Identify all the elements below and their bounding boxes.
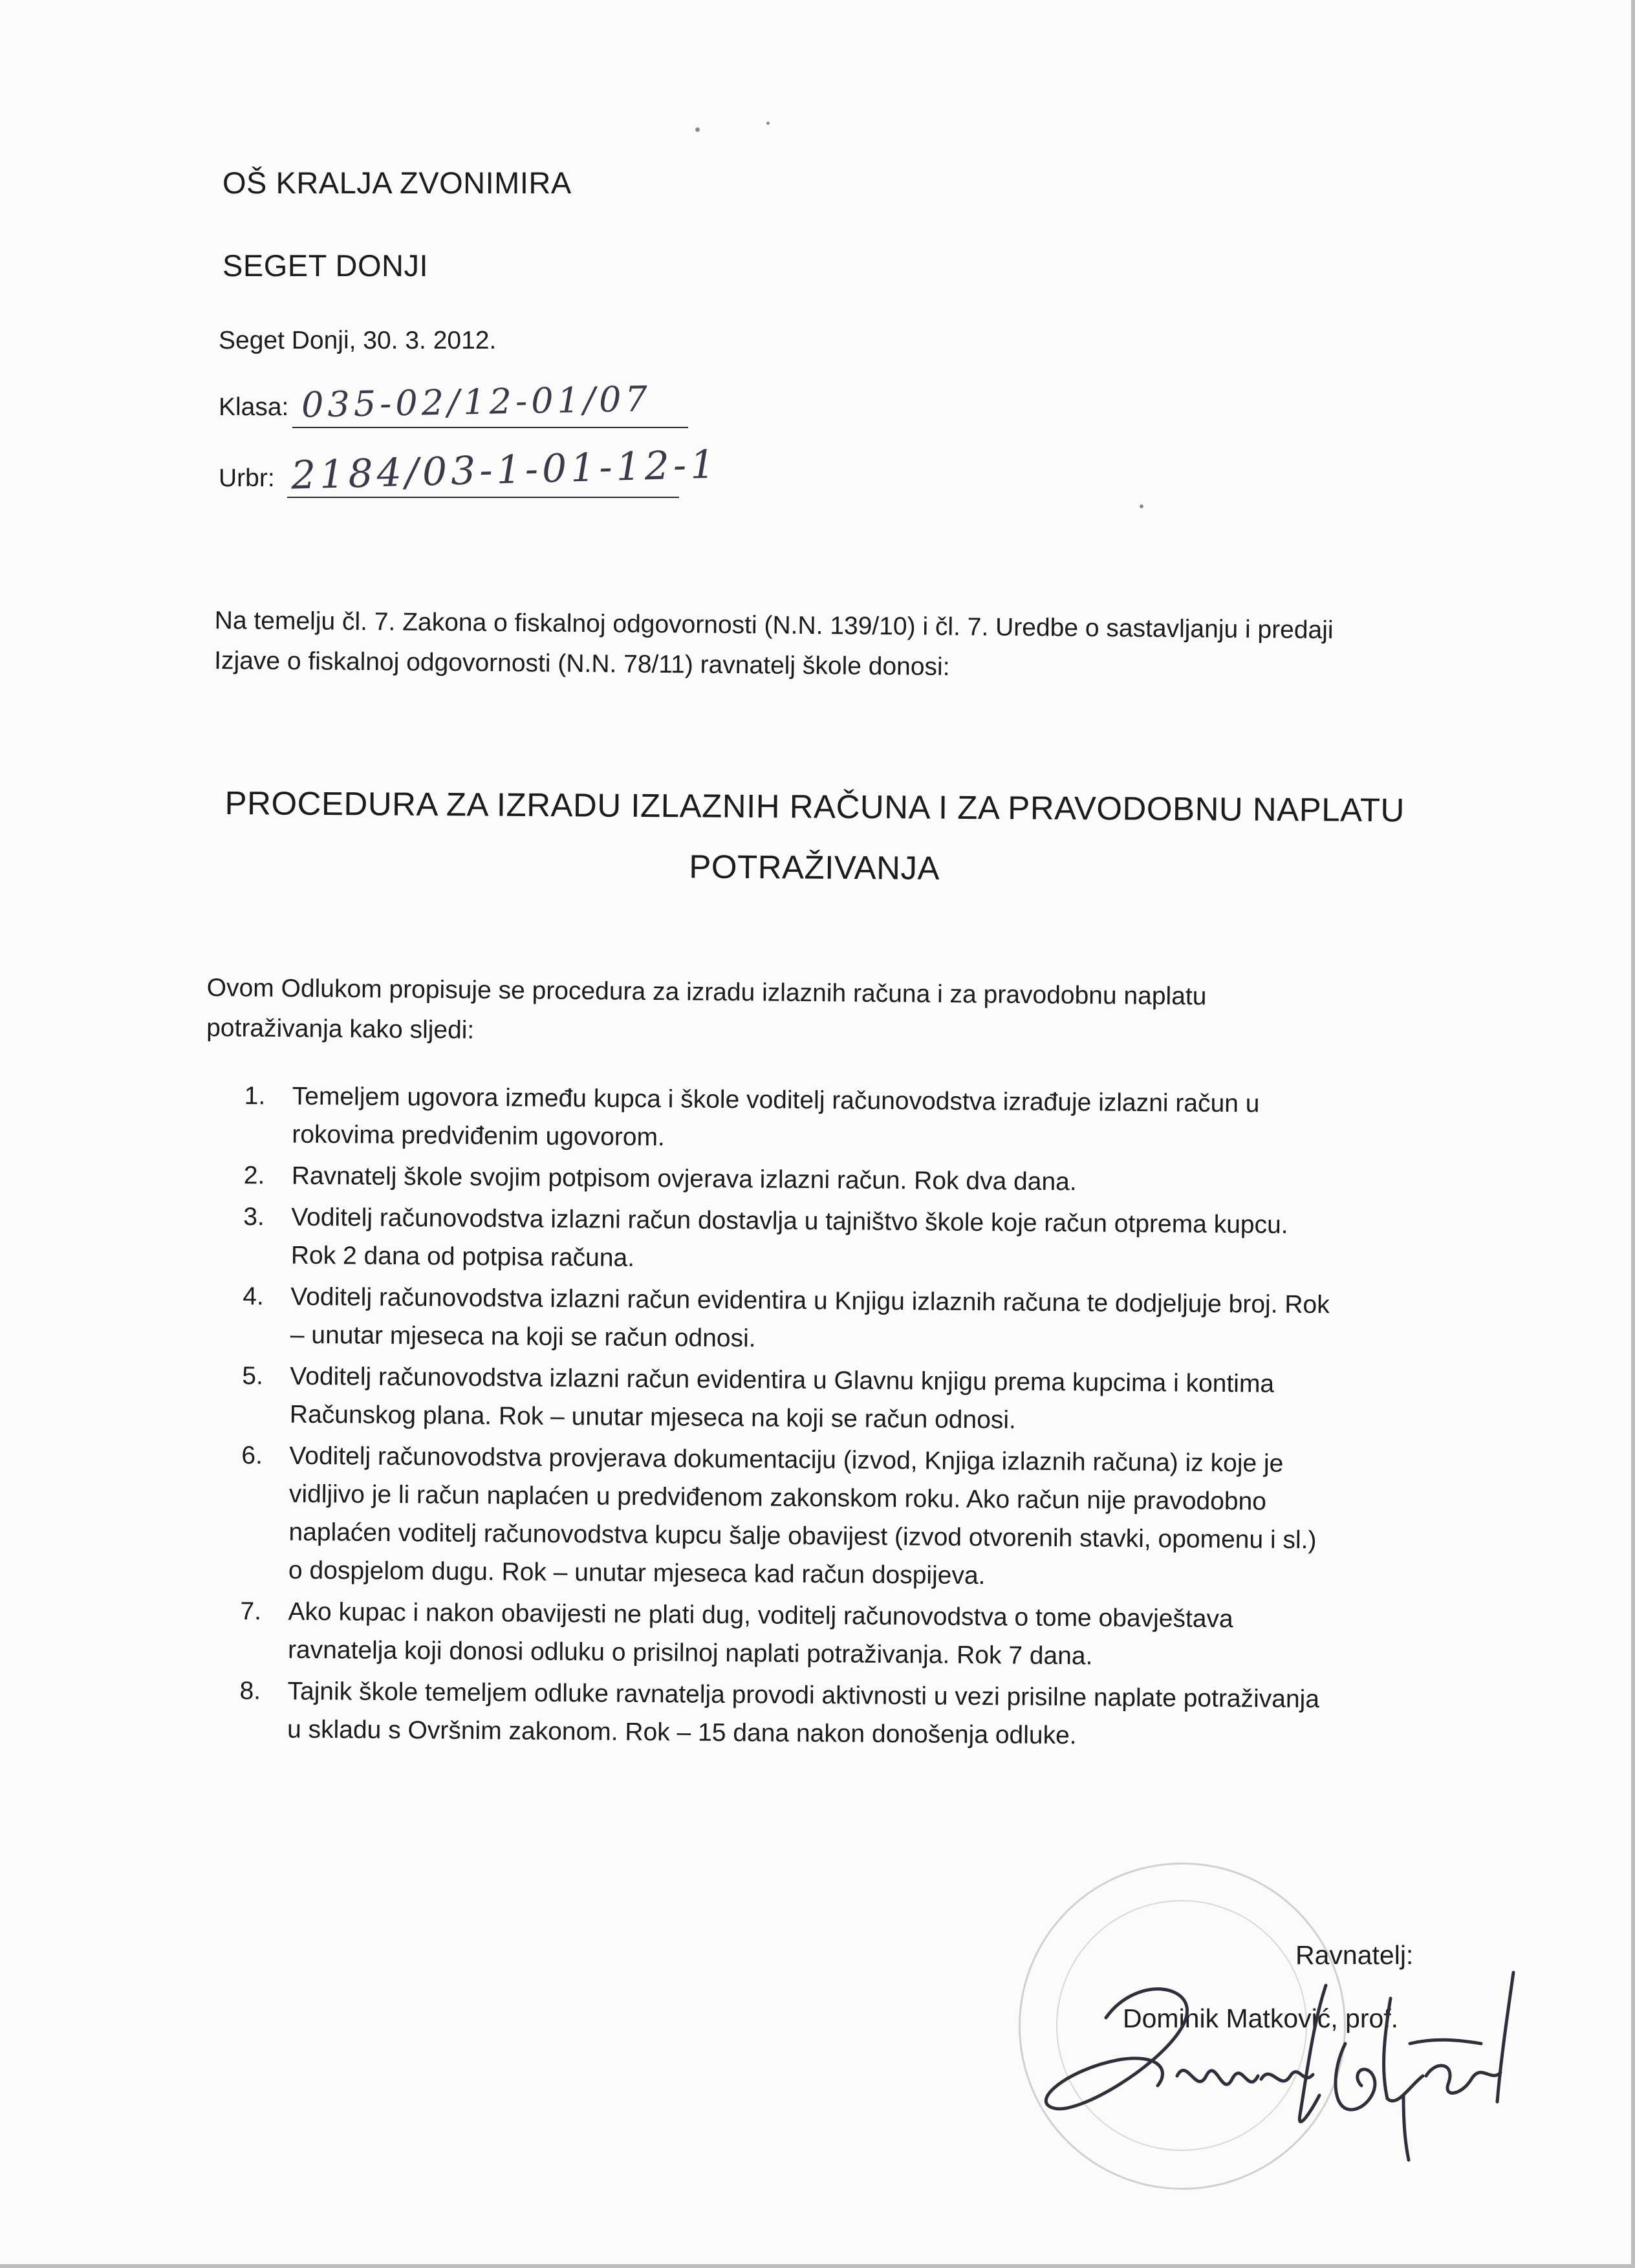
procedure-step bbox=[228, 1592, 1432, 1678]
step-text-line: Temeljem ugovora između kupca i škole voditelj računovodstva izrađuje izlazni račun u bbox=[292, 1082, 1260, 1118]
step-text-line: Voditelj računovodstva izlazni račun evidentira u Glavnu knjigu prema kupcima i kontima bbox=[290, 1362, 1275, 1398]
step-number: 8. bbox=[239, 1677, 261, 1705]
step-text-line: o dospjelom dugu. Rok – unutar mjeseca kad račun dospijeva. bbox=[288, 1556, 986, 1590]
procedure-step bbox=[228, 1672, 1431, 1758]
step-text-line: Tajnik škole temeljem odluke ravnatelja provodi aktivnosti u vezi prisilne naplate potraživanja bbox=[287, 1677, 1320, 1714]
scan-speck bbox=[1140, 504, 1143, 508]
step-number: 3. bbox=[243, 1203, 265, 1231]
scan-edge-right bbox=[1631, 0, 1635, 2268]
step-text-line: ravnatelja koji donosi odluku o prisilnoj naplati potraživanja. Rok 7 dana. bbox=[287, 1636, 1093, 1670]
step-text-line: Rok 2 dana od potpisa računa. bbox=[290, 1241, 635, 1272]
procedure-step bbox=[230, 1357, 1434, 1443]
step-text-line: u skladu s Ovršnim zakonom. Rok – 15 dana nakon donošenja odluke. bbox=[287, 1715, 1077, 1750]
preamble bbox=[214, 603, 1495, 690]
intro-line-2: potraživanja kako sljedi: bbox=[206, 1013, 475, 1044]
klasa-row bbox=[219, 378, 697, 433]
step-number: 5. bbox=[242, 1362, 264, 1390]
step-text-line: vidljivo je li račun naplaćen u predviđenom zakonskom roku. Ako račun nije pravodobno bbox=[288, 1480, 1267, 1516]
procedure-step bbox=[229, 1436, 1433, 1599]
document-title-line-1: PROCEDURA ZA IZRADU IZLAZNIH RAČUNA I ZA PRAVODOBNU NAPLATU bbox=[224, 784, 1405, 829]
klasa-label: Klasa: bbox=[219, 393, 289, 421]
step-text-line: Ako kupac i nakon obavijesti ne plati dug, voditelj računovodstva o tome obavještava bbox=[288, 1597, 1233, 1634]
scan-speck bbox=[766, 122, 770, 125]
document-title-line-2: POTRAŽIVANJA bbox=[689, 848, 940, 887]
preamble-line-2: Izjave o fiskalnoj odgovornosti (N.N. 78/11) ravnatelj škole donosi: bbox=[214, 646, 950, 681]
procedure-step bbox=[232, 1156, 1435, 1204]
step-number: 6. bbox=[241, 1442, 263, 1470]
step-text-line: Ravnatelj škole svojim potpisom ovjerava izlazni račun. Rok dva dana. bbox=[291, 1161, 1077, 1196]
step-number: 4. bbox=[243, 1282, 265, 1311]
procedure-step bbox=[232, 1198, 1435, 1284]
procedure-step bbox=[231, 1277, 1435, 1363]
signatory-name: Dominik Matković, prof. bbox=[1123, 2003, 1399, 2033]
scan-edge-bottom bbox=[0, 2264, 1635, 2268]
step-number: 7. bbox=[240, 1597, 262, 1626]
step-text-line: naplaćen voditelj računovodstva kupcu šalje obavijest (izvod otvorenih stavki, opomenu i sl.) bbox=[288, 1518, 1317, 1555]
step-text-line: – unutar mjeseca na koji se račun odnosi. bbox=[290, 1321, 756, 1353]
step-text-line: Voditelj računovodstva izlazni račun evidentira u Knjigu izlaznih računa te dodjeljuje broj. Rok bbox=[290, 1282, 1330, 1319]
procedure-steps bbox=[228, 1077, 1436, 1761]
step-text-line: rokovima predviđenim ugovorom. bbox=[292, 1120, 666, 1152]
intro-paragraph bbox=[206, 970, 1306, 1056]
step-number: 2. bbox=[243, 1161, 265, 1190]
step-text-line: Računskog plana. Rok – unutar mjeseca na koji se račun odnosi. bbox=[289, 1400, 1017, 1434]
urbr-handwritten-value: 2184/03-1-01-12-1 bbox=[290, 442, 720, 499]
signatory-title: Ravnatelj: bbox=[1295, 1940, 1414, 1970]
school-name: OŠ KRALJA ZVONIMIRA bbox=[222, 166, 572, 200]
document-title bbox=[219, 776, 1410, 898]
document-date: Seget Donji, 30. 3. 2012. bbox=[219, 327, 497, 354]
school-place: SEGET DONJI bbox=[222, 248, 429, 283]
urbr-row bbox=[219, 442, 720, 499]
handwritten-signature bbox=[1009, 1947, 1539, 2166]
procedure-step bbox=[232, 1077, 1436, 1163]
step-text-line: Voditelj računovodstva provjerava dokumentaciju (izvod, Knjiga izlaznih računa) iz koje je bbox=[289, 1442, 1284, 1478]
klasa-handwritten-value: 035-02/12-01/07 bbox=[301, 378, 652, 426]
preamble-line-1: Na temelju čl. 7. Zakona o fiskalnoj odgovornosti (N.N. 139/10) i čl. 7. Uredbe o sastavljanju i predaji bbox=[214, 606, 1334, 645]
intro-line-1: Ovom Odlukom propisuje se procedura za izradu izlaznih računa i za pravodobnu naplatu bbox=[206, 973, 1207, 1011]
urbr-label: Urbr: bbox=[219, 464, 275, 492]
scan-speck bbox=[695, 127, 700, 132]
step-number: 1. bbox=[244, 1082, 266, 1110]
step-text-line: Voditelj računovodstva izlazni račun dostavlja u tajništvo škole koje račun otprema kupcu. bbox=[291, 1203, 1288, 1239]
